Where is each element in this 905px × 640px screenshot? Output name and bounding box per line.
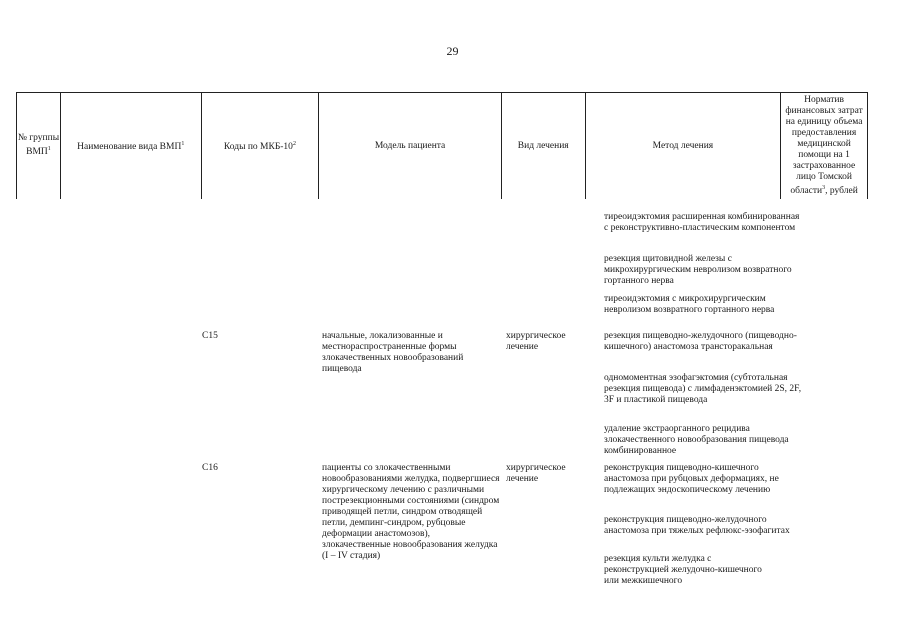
header-icd-codes: [202, 93, 320, 199]
method-item: тиреоидэктомия с микрохирургическим невролизом возвратного гортанного нерва: [604, 294, 775, 315]
method-item: реконструкция пищеводно-желудочного анастомоза при тяжелых рефлюкс-эзофагитах: [604, 515, 790, 536]
table-body: [16, 199, 868, 640]
header-group-no: [17, 93, 61, 199]
icd-code: C16: [202, 463, 218, 473]
header-norm: [781, 93, 867, 199]
method-item: удаление экстраорганного рецидива злокачественного новообразования пищевода комбинированное: [604, 424, 789, 456]
footnote-marker: 2: [292, 140, 296, 147]
treatment-type: хирургическое лечение: [506, 331, 566, 352]
table-header: [16, 92, 868, 199]
header-vmp-name-text: Наименование вида ВМП: [77, 142, 182, 153]
method-item: тиреоидэктомия расширенная комбинированная с реконструктивно-пластическим компонентом: [604, 212, 800, 233]
method-item: резекция культи желудка с реконструкцией желудочно-кишечного или межкишечного: [604, 554, 762, 586]
header-vmp-name: [61, 93, 202, 199]
header-treatment-method: Метод лечения: [586, 93, 782, 199]
method-item: резекция щитовидной железы с микрохирургическим невролизом возвратного гортанного нерва: [604, 254, 792, 286]
footnote-marker: 1: [47, 146, 51, 153]
method-item: одномоментная эзофагэктомия (субтотальная резекция пищевода) с лимфаденэктомией 2S, 2F, 3F и пластикой пищевода: [604, 373, 802, 405]
method-item: реконструкция пищеводно-кишечного анастомоза при рубцовых деформациях, не подлежащих эндоскопическому лечению: [604, 463, 779, 495]
header-icd-codes-text: Коды по МКБ-10: [223, 142, 293, 153]
header-norm-tail: , рублей: [825, 186, 858, 197]
footnote-marker: 1: [181, 140, 185, 147]
icd-code: C15: [202, 331, 218, 341]
footnote-marker: 3: [822, 184, 826, 191]
header-group-no-text: № группы ВМП: [17, 133, 60, 158]
header-patient-model: Модель пациента: [319, 93, 502, 199]
treatment-type: хирургическое лечение: [506, 463, 566, 484]
page-number: 29: [446, 44, 459, 58]
method-item: резекция пищеводно-желудочного (пищеводно-кишечного) анастомоза трансторакальная: [604, 331, 797, 352]
patient-model: начальные, локализованные и местнораспространенные формы злокачественных новообразований пищевода: [322, 331, 464, 374]
header-norm-text: Норматив финансовых затрат на единицу объема предоставления медицинской помощи на 1 застрахованное лицо Томской области: [785, 94, 863, 197]
patient-model: пациенты со злокачественными новообразованиями желудка, подвергшиеся хирургическому лечению с различными пострезекционными состояниями (синдром приводящей петли, синдром отводящей петли, демпинг-синдром, рубцовые деформации анастомозов), злокачественные новообразования желудка (I – IV стадия): [322, 463, 500, 561]
header-treatment-type: Вид лечения: [502, 93, 586, 199]
